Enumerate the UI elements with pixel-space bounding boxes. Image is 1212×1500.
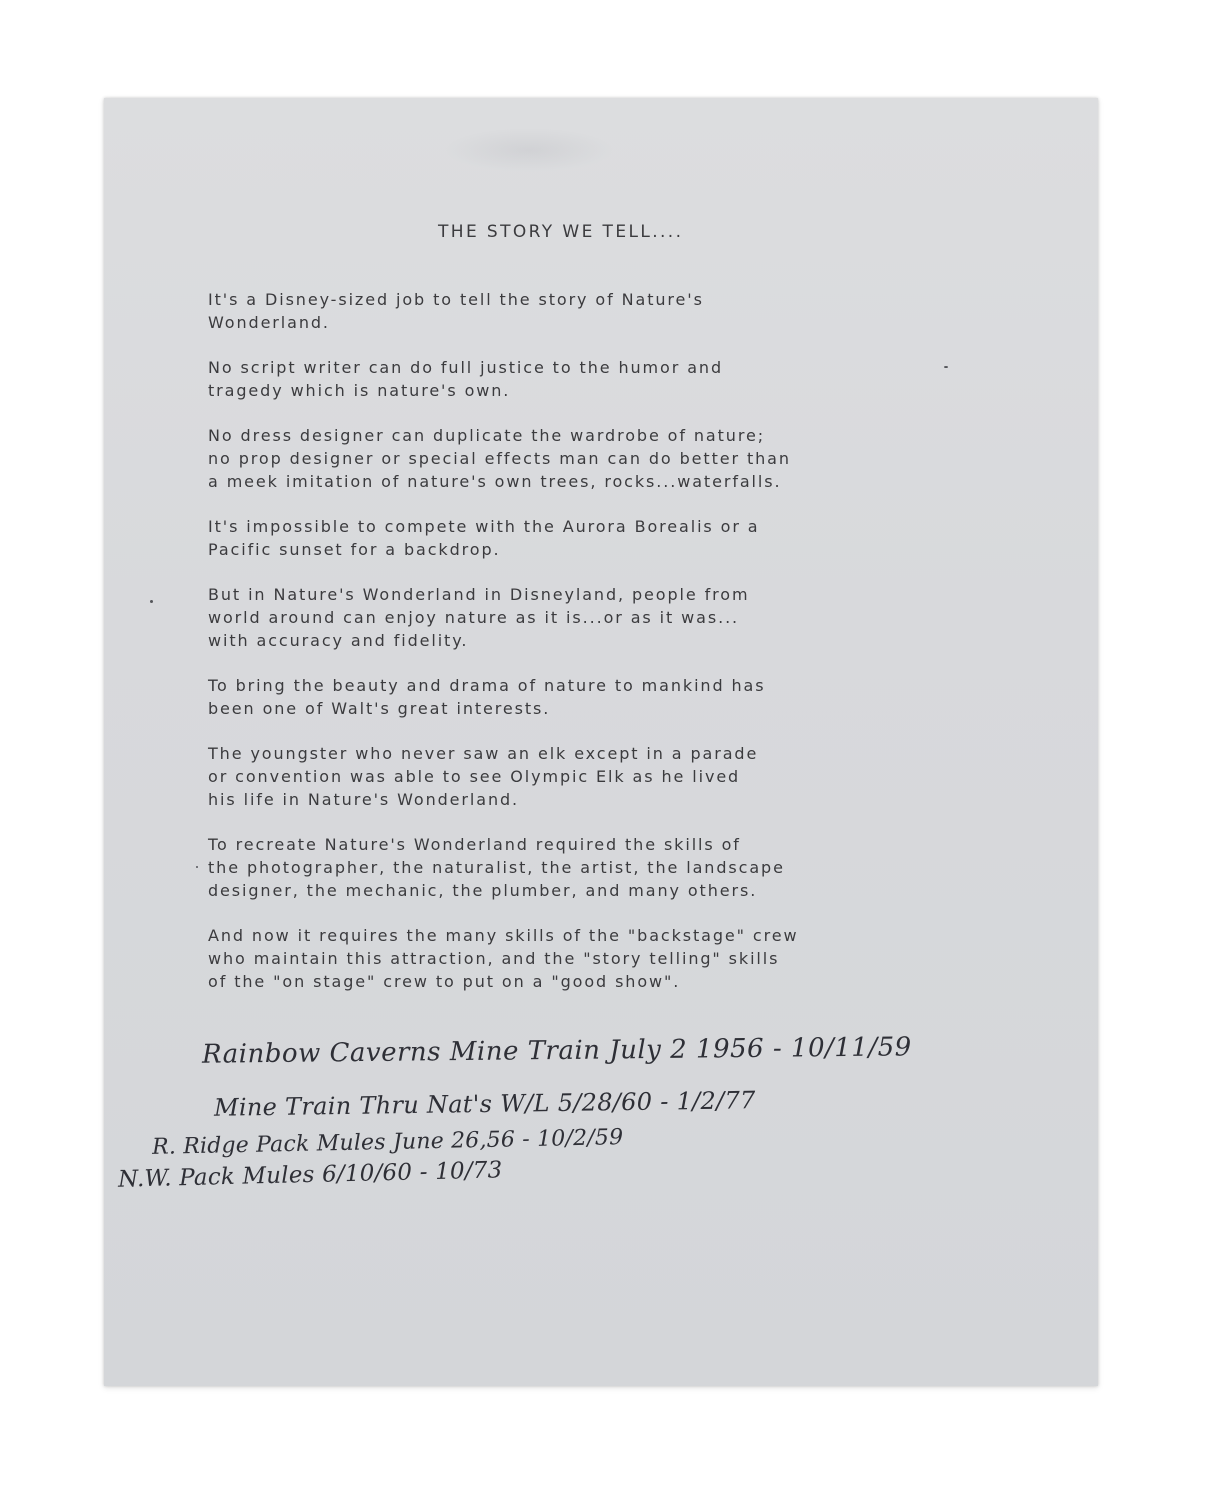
handwritten-note: Mine Train Thru Nat's W/L 5/28/60 - 1/2/77	[213, 1086, 756, 1122]
paragraph: And now it requires the many skills of the "backstage" crew who maintain this attraction, and the "story telling" skills of the "on stage" crew to put on a "good show".	[208, 926, 799, 991]
paragraph: To bring the beauty and drama of nature to mankind has been one of Walt's great interests.	[208, 676, 766, 718]
ink-dot	[150, 600, 153, 603]
handwritten-note: Rainbow Caverns Mine Train July 2 1956 - 10/11/59	[201, 1032, 912, 1070]
ink-dot	[196, 866, 198, 868]
paragraph: It's impossible to compete with the Aurora Borealis or a Pacific sunset for a backdrop.	[208, 517, 760, 559]
document-body	[208, 288, 968, 1015]
document-title: THE STORY WE TELL....	[438, 222, 684, 242]
handwritten-note: R. Ridge Pack Mules June 26,56 - 10/2/59	[151, 1125, 624, 1160]
paragraph: No script writer can do full justice to the humor and tragedy which is nature's own.	[208, 358, 723, 400]
paper-smudge	[444, 128, 614, 172]
paragraph: The youngster who never saw an elk except in a parade or convention was able to see Olympic Elk as he lived his life in Nature's Wonderland.	[208, 744, 759, 809]
paragraph: To recreate Nature's Wonderland required the skills of the photographer, the naturalist, the artist, the landscape designer, the mechanic, the plumber, and many others.	[208, 835, 785, 900]
paragraph: No dress designer can duplicate the wardrobe of nature; no prop designer or special effects man can do better than a meek imitation of nature's own trees, rocks...waterfalls.	[208, 426, 791, 491]
paper-sheet	[104, 98, 1098, 1386]
paragraph: It's a Disney-sized job to tell the story of Nature's Wonderland.	[208, 290, 704, 332]
handwritten-note: N.W. Pack Mules 6/10/60 - 10/73	[117, 1157, 503, 1193]
paragraph: But in Nature's Wonderland in Disneyland, people from world around can enjoy nature as it is...or as it was... with accuracy and fidelity.	[208, 585, 750, 650]
